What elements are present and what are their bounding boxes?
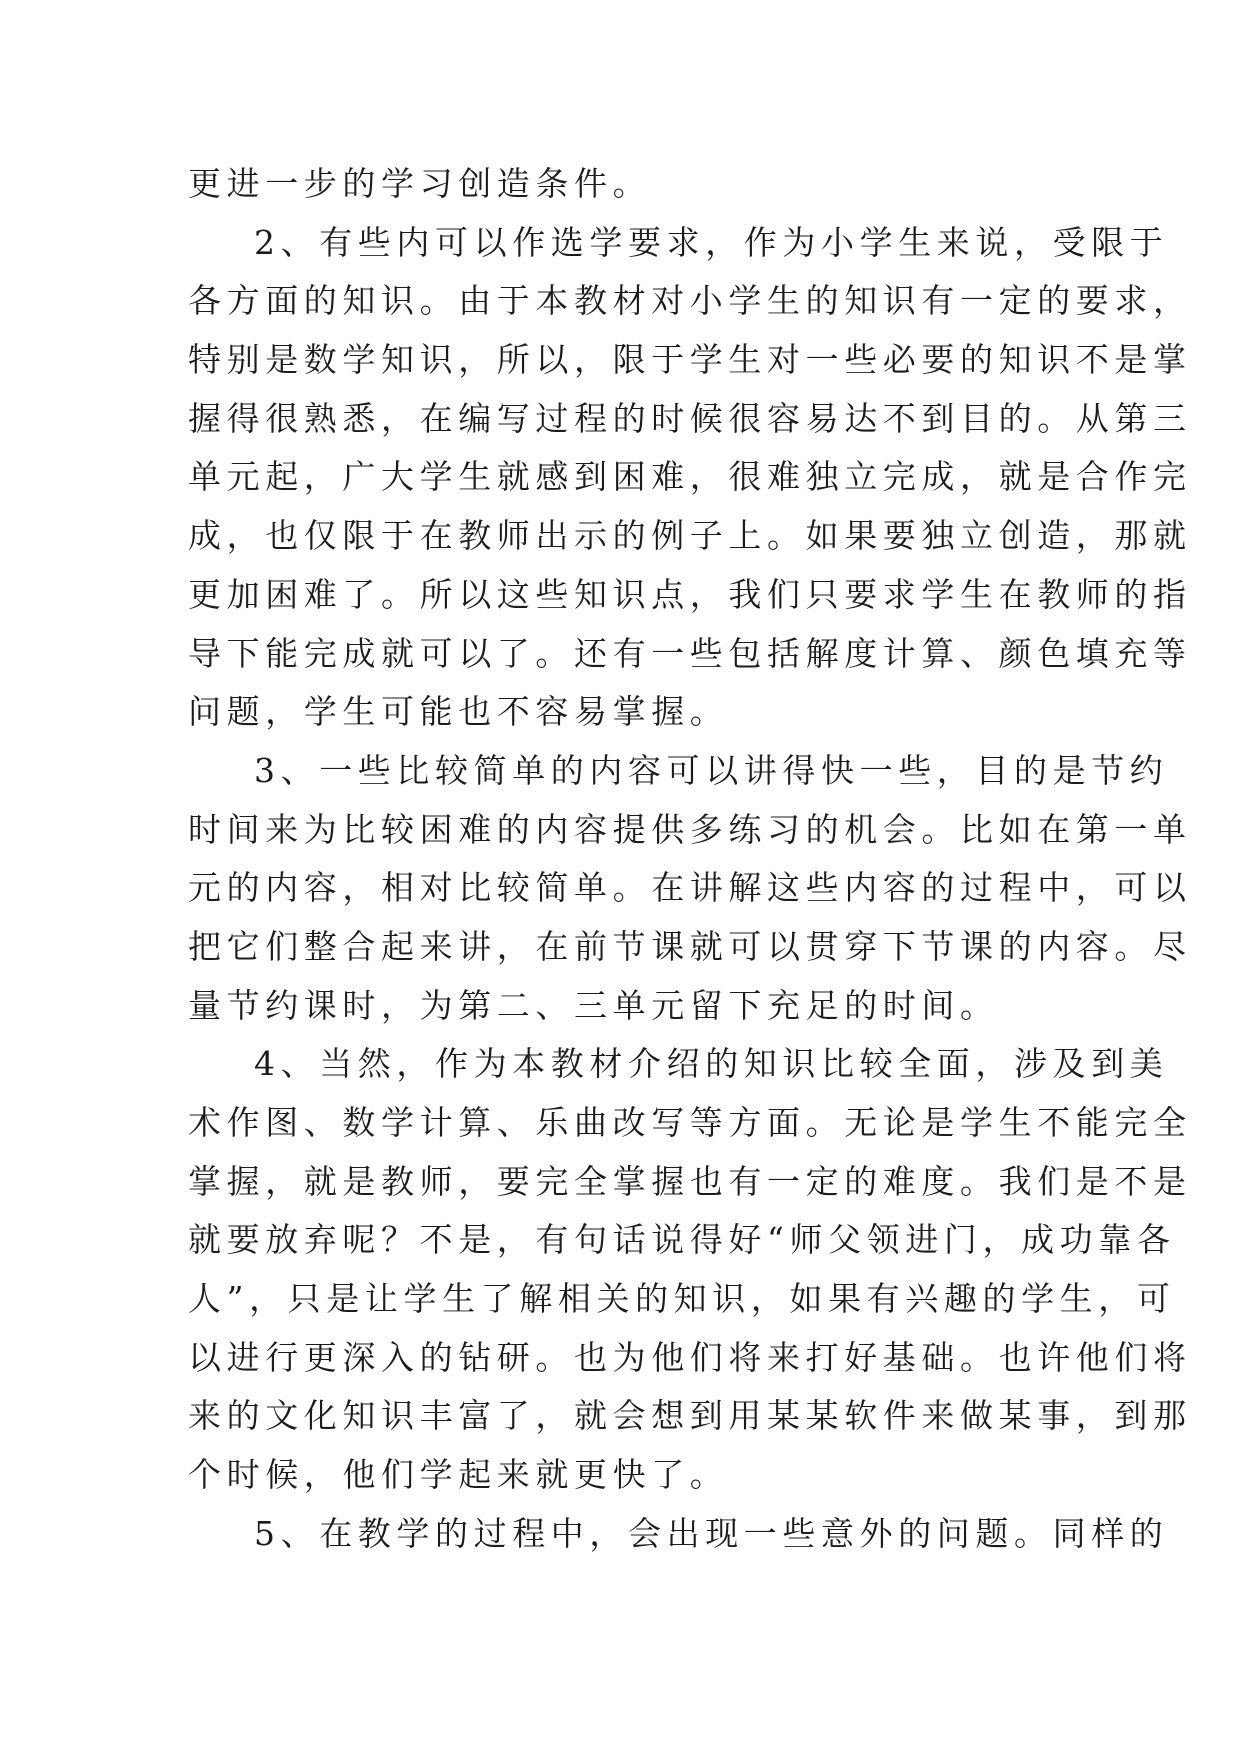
text-line: 量节约课时，为第二、三单元留下充足的时间。 — [188, 985, 999, 1025]
paragraph-first-line: 3、一些比较简单的内容可以讲得快一些，目的是节约 — [254, 750, 1169, 790]
text-line: 握得很熟悉，在编写过程的时候很容易达不到目的。从第三 — [188, 398, 1192, 438]
text-line: 导下能完成就可以了。还有一些包括解度计算、颜色填充等 — [188, 633, 1192, 673]
text-line: 个时候，他们学起来就更快了。 — [188, 1455, 729, 1495]
text-line: 时间来为比较困难的内容提供多练习的机会。比如在第一单 — [188, 809, 1192, 849]
text-line: 人”，只是让学生了解相关的知识，如果有兴趣的学生，可 — [188, 1279, 1176, 1319]
text-line: 更加困难了。所以这些知识点，我们只要求学生在教师的指 — [188, 574, 1192, 614]
text-line: 来的文化知识丰富了，就会想到用某某软件来做某事，到那 — [188, 1396, 1192, 1436]
text-line: 元的内容，相对比较简单。在讲解这些内容的过程中，可以 — [188, 868, 1192, 908]
text-line: 特别是数学知识，所以，限于学生对一些必要的知识不是掌 — [188, 340, 1192, 380]
text-line: 以进行更深入的钻研。也为他们将来打好基础。也许他们将 — [188, 1337, 1192, 1377]
body-text — [188, 155, 1192, 1564]
text-line: 成，也仅限于在教师出示的例子上。如果要独立创造，那就 — [188, 516, 1192, 556]
text-line: 术作图、数学计算、乐曲改写等方面。无论是学生不能完全 — [188, 1103, 1192, 1142]
text-line: 把它们整合起来讲，在前节课就可以贯穿下节课的内容。尽 — [188, 926, 1192, 966]
paragraph-first-line: 4、当然，作为本教材介绍的知识比较全面，涉及到美 — [254, 1044, 1169, 1084]
text-line: 问题，学生可能也不容易掌握。 — [188, 692, 729, 732]
text-line: 单元起，广大学生就感到困难，很难独立完成，就是合作完 — [188, 457, 1192, 497]
paragraph-first-line: 2、有些内可以作选学要求，作为小学生来说，受限于 — [254, 222, 1169, 262]
text-line: 就要放弃呢？不是，有句话说得好“师父领进门，成功靠各 — [188, 1220, 1176, 1260]
text-line: 各方面的知识。由于本教材对小学生的知识有一定的要求， — [188, 281, 1192, 321]
text-line: 更进一步的学习创造条件。 — [188, 164, 652, 203]
text-line: 掌握，就是教师，要完全掌握也有一定的难度。我们是不是 — [188, 1161, 1192, 1201]
paragraph-first-line: 5、在教学的过程中，会出现一些意外的问题。同样的 — [254, 1513, 1169, 1553]
